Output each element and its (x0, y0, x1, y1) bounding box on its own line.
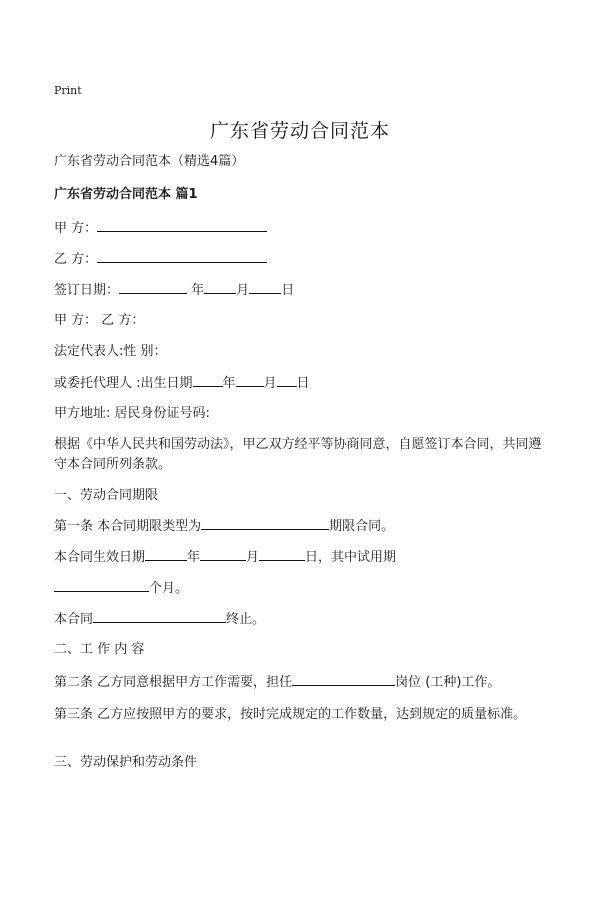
effective-day-blank (259, 546, 305, 561)
sign-year-blank (119, 279, 187, 294)
effective-date-line (54, 546, 396, 569)
party-b-blank (97, 248, 267, 263)
party-ab-line: 甲 方： 乙 方： (54, 313, 145, 328)
article-1-line (54, 515, 394, 538)
trial-period-line (54, 577, 188, 600)
sign-day-blank (249, 279, 281, 294)
sign-date-label: 签订日期： (54, 283, 120, 298)
sign-day-label: 日 (281, 283, 295, 298)
agent-year-label: 年 (222, 376, 236, 391)
effective-year-label: 年 (187, 550, 201, 565)
party-a-line (54, 217, 267, 240)
document-title: 广东省劳动合同范本 (209, 120, 390, 142)
agent-line (54, 372, 310, 395)
effective-prefix: 本合同生效日期 (54, 550, 146, 565)
party-b-label: 乙 方： (54, 252, 98, 267)
party-a-blank (97, 217, 267, 232)
agent-day-blank (277, 372, 297, 387)
effective-year-blank (145, 546, 187, 561)
sign-year-label: 年 (191, 283, 205, 298)
agent-month-blank (236, 372, 264, 387)
legal-rep-line: 法定代表人:性 别： (54, 344, 167, 359)
party-b-line (54, 248, 267, 271)
termination-prefix: 本合同 (54, 612, 94, 627)
section-heading: 广东省劳动合同范本 篇1 (54, 187, 198, 202)
article-1-suffix: 期限合同。 (329, 519, 395, 534)
position-blank (292, 671, 395, 686)
party-a-label: 甲 方： (54, 221, 98, 236)
address-line: 甲方地址: 居民身份证号码: (54, 406, 210, 421)
effective-day-suffix: 日，其中试用期 (305, 550, 397, 565)
agent-month-label: 月 (263, 376, 277, 391)
agent-day-label: 日 (296, 376, 310, 391)
section-3-heading: 三、劳动保护和劳动条件 (54, 755, 198, 770)
document-subtitle: 广东省劳动合同范本（精选4篇） (54, 154, 245, 169)
effective-month-label: 月 (246, 550, 260, 565)
article-2-prefix: 第二条 乙方同意根据甲方工作需要，担任 (54, 675, 293, 690)
contract-type-blank (201, 515, 329, 530)
termination-suffix: 终止。 (226, 612, 266, 627)
section-2-heading: 二、工 作 内 容 (54, 642, 145, 657)
effective-month-blank (200, 546, 246, 561)
print-label: Print (54, 84, 82, 97)
article-3-paragraph: 第三条 乙方应按照甲方的要求，按时完成规定的工作数量，达到规定的质量标准。 (54, 707, 527, 722)
article-2-line (54, 671, 500, 694)
agent-year-blank (193, 372, 223, 387)
agent-label: 或委托代理人 :出生日期 (54, 376, 193, 391)
article-2-suffix: 岗位 (工种)工作。 (395, 675, 501, 690)
termination-line (54, 608, 265, 631)
section-1-heading: 一、劳动合同期限 (54, 488, 159, 503)
article-1-prefix: 第一条 本合同期限类型为 (54, 519, 202, 534)
sign-month-blank (204, 279, 236, 294)
termination-blank (93, 608, 226, 623)
preamble-paragraph: 根据《中华人民共和国劳动法》，甲乙双方经平等协商同意，自愿签订本合同，共同遵守本合同所列条款。 (54, 437, 542, 472)
trial-period-blank (54, 577, 149, 592)
trial-period-suffix: 个月。 (149, 581, 189, 596)
sign-month-label: 月 (236, 283, 250, 298)
sign-date-line (54, 279, 294, 302)
